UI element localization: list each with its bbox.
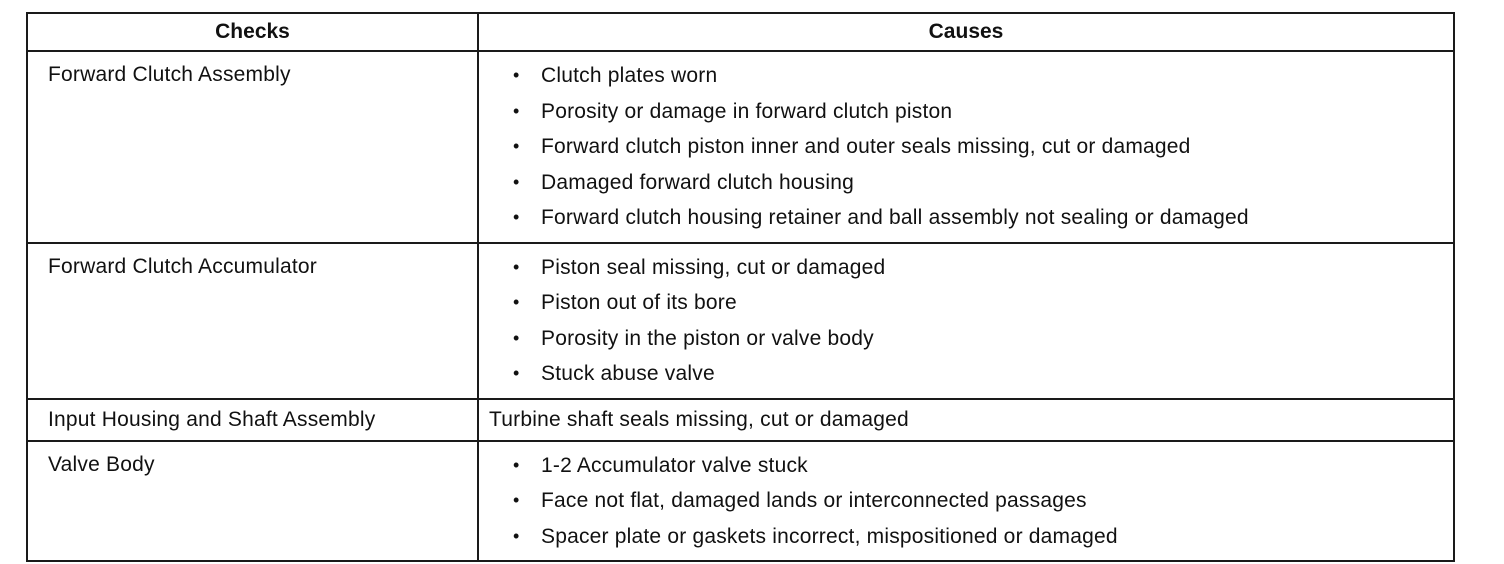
check-label: Forward Clutch Assembly	[48, 63, 291, 86]
cause-item: • Porosity or damage in forward clutch piston	[513, 94, 1453, 130]
cause-item: • Forward clutch housing retainer and ball assembly not sealing or damaged	[513, 200, 1453, 236]
bullet-icon: •	[513, 256, 520, 277]
bullet-icon: •	[513, 490, 520, 510]
cause-item: • Clutch plates worn	[513, 58, 1453, 94]
check-cell	[27, 441, 478, 562]
cause-item: • Piston out of its bore	[513, 285, 1453, 321]
check-label: Forward Clutch Accumulator	[48, 254, 317, 278]
bullet-icon: •	[513, 100, 520, 121]
bullet-icon: •	[513, 171, 520, 192]
causes-list	[479, 244, 1453, 398]
causes-list	[479, 52, 1453, 242]
table-row	[27, 51, 1454, 243]
cause-item: • Spacer plate or gaskets incorrect, mispositioned or damaged	[513, 519, 1453, 555]
causes-cell	[478, 243, 1454, 399]
cause-item: • Face not flat, damaged lands or interconnected passages	[513, 483, 1453, 519]
check-cell	[27, 399, 478, 441]
bullet-icon: •	[513, 207, 520, 227]
cause-item: • Piston seal missing, cut or damaged	[513, 250, 1453, 286]
cause-item: • 1-2 Accumulator valve stuck	[513, 448, 1453, 484]
bullet-icon: •	[513, 136, 520, 156]
checks-column-header: Checks	[27, 13, 478, 51]
diagnosis-table	[26, 12, 1455, 562]
cause-text: Turbine shaft seals missing, cut or damaged	[489, 407, 909, 431]
table-row	[27, 243, 1454, 399]
cause-item: • Damaged forward clutch housing	[513, 165, 1453, 201]
check-cell	[27, 243, 478, 399]
check-cell	[27, 51, 478, 243]
table-header-row	[27, 13, 1454, 51]
table-row	[27, 441, 1454, 562]
check-label: Input Housing and Shaft Assembly	[48, 407, 376, 431]
check-label: Valve Body	[48, 452, 155, 476]
bullet-icon: •	[513, 454, 520, 475]
bullet-icon: •	[513, 327, 520, 348]
bullet-icon: •	[513, 65, 520, 85]
causes-column-header: Causes	[478, 13, 1454, 51]
cause-item: • Forward clutch piston inner and outer seals missing, cut or damaged	[513, 129, 1453, 165]
causes-list	[479, 442, 1453, 561]
table-row	[27, 399, 1454, 441]
causes-cell	[478, 399, 1454, 441]
cause-item: • Porosity in the piston or valve body	[513, 321, 1453, 357]
causes-cell	[478, 441, 1454, 562]
cause-item: • Stuck abuse valve	[513, 356, 1453, 392]
bullet-icon: •	[513, 525, 520, 546]
bullet-icon: •	[513, 292, 520, 312]
causes-cell	[478, 51, 1454, 243]
bullet-icon: •	[513, 363, 520, 383]
